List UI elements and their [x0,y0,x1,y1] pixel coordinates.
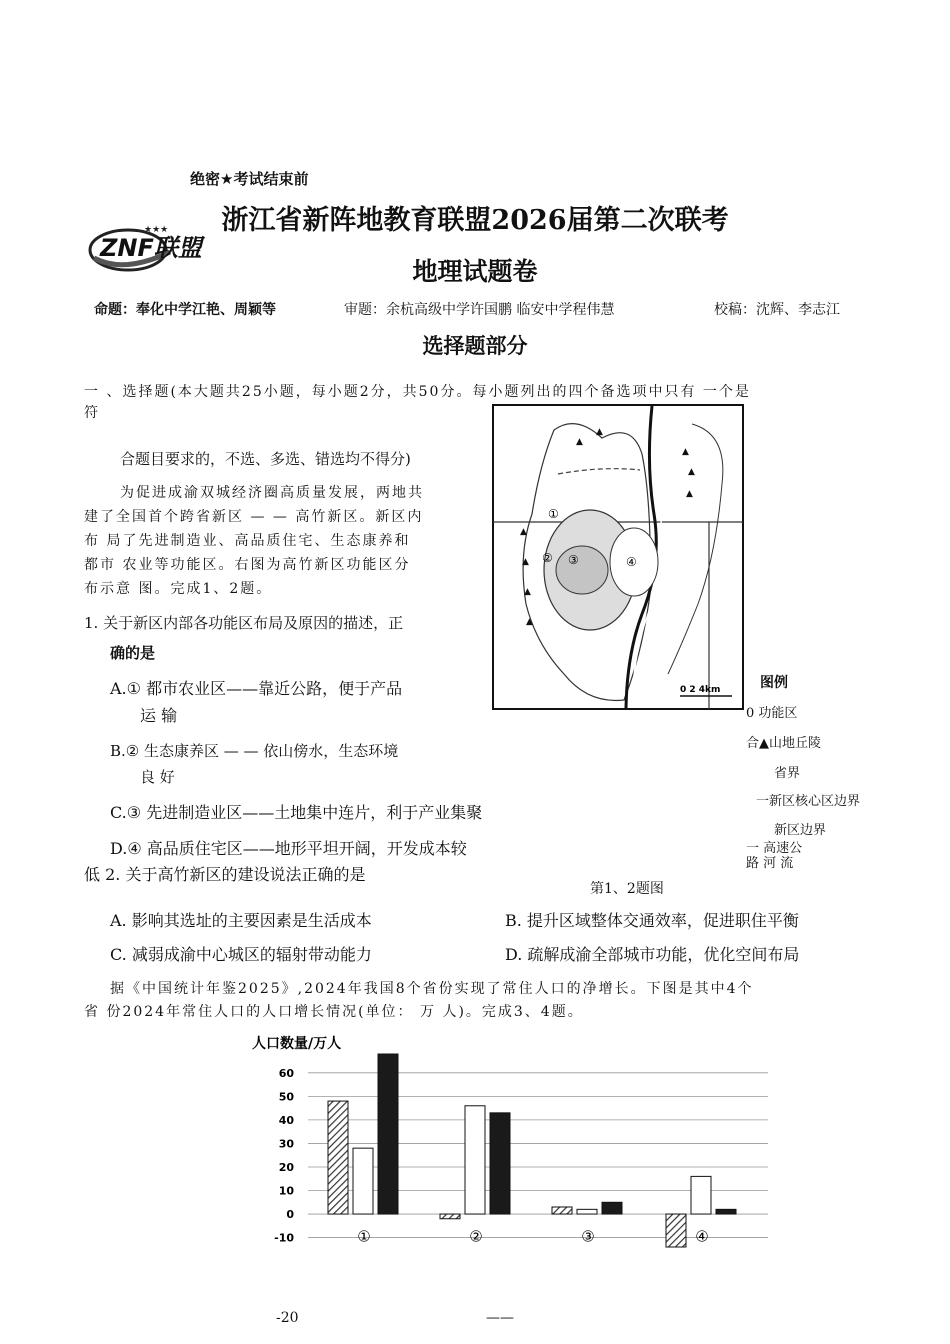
instruction-line: 合题目要求的，不选、多选、错选均不得分) [120,450,411,468]
bar-hatched-1 [328,1101,348,1214]
legend-item: 一 高速公 [746,841,803,856]
bar-hatched-2 [440,1214,460,1219]
instruction-line: 符 [84,405,98,421]
reviewer-credit: 审题：余杭高级中学许国鹏 临安中学程伟慧 [344,302,615,318]
bar-black-2 [490,1113,510,1214]
passage-line: 省 份2024年常住人口的人口增长情况(单位： 万 人)。完成3、4题。 [84,1004,584,1020]
exam-title: 浙江省新阵地教育联盟2026届第二次联考 [221,205,729,236]
zone-label: ① [548,507,559,521]
q1-option-d[interactable]: D.④ 高品质住宅区——地形平坦开阔，开发成本较 [110,839,467,858]
zone-label: ④ [626,555,637,569]
y-axis-label: 人口数量/万人 [252,1036,342,1052]
bar-white-1 [353,1148,373,1214]
svg-text:★★★: ★★★ [144,225,169,235]
bar-white-3 [577,1209,597,1214]
passage-line: 建了全国首个跨省新区 — — 高竹新区。新区内 [84,509,424,525]
svg-text:▲: ▲ [576,437,583,447]
q2-option-b[interactable]: B. 提升区域整体交通效率，促进职住平衡 [505,911,799,930]
zone-label: ③ [568,553,579,567]
q2-option-d[interactable]: D. 疏解成渝全部城市功能，优化空间布局 [505,945,800,964]
bar-black-3 [602,1202,622,1214]
passage-line: 为促进成渝双城经济圈高质量发展，两地共 [120,485,424,501]
legend-item: 0 功能区 [746,706,798,721]
zone-label: ② [542,551,553,565]
y-tick-label: 10 [278,1184,294,1198]
legend-item: 一新区核心区边界 [756,794,861,809]
legend-item: 省界 [774,766,801,781]
secret-label: 绝密★考试结束前 [190,170,309,188]
q2-option-a[interactable]: A. 影响其选址的主要因素是生活成本 [110,911,372,930]
bar-white-2 [465,1106,485,1214]
svg-text:▲: ▲ [520,527,527,537]
section-title: 选择题部分 [422,333,528,358]
bar-black-4 [716,1209,736,1214]
y-tick-label: 60 [278,1066,294,1080]
category-label: ② [469,1227,483,1246]
page-number: -20 [276,1310,299,1326]
svg-text:▲: ▲ [524,587,531,597]
svg-text:▲: ▲ [522,557,529,567]
svg-text:▲: ▲ [688,467,695,477]
paper-subtitle: 地理试题卷 [412,257,538,286]
q1-option-c[interactable]: C.③ 先进制造业区——土地集中连片，利于产业集聚 [110,803,483,822]
passage-line: 布 局了先进制造业、高品质住宅、生态康养和 [84,533,411,549]
bar-hatched-4 [666,1214,686,1247]
svg-text:▲: ▲ [596,427,603,437]
q1-stem: 确的是 [110,644,156,662]
q2-stem: 低 2. 关于高竹新区的建设说法正确的是 [84,865,366,884]
svg-text:▲: ▲ [526,617,533,627]
map-scale: 0 2 4km [680,685,721,695]
passage-line: 据《中国统计年鉴2025》,2024年我国8个省份实现了常住人口的净增长。下图是其中4个 [110,981,754,997]
category-label: ① [357,1227,371,1246]
y-tick-label: 30 [278,1137,294,1151]
setter-credit: 命题：奉化中学江艳、周颖等 [94,302,276,318]
y-tick-label: 50 [278,1090,294,1104]
proofreader-credit: 校稿：沈辉、李志江 [714,302,840,318]
q1-option-a[interactable]: A.① 都市农业区——靠近公路，便于产品 [110,679,403,698]
y-tick-label: 40 [278,1113,294,1127]
instruction-line: 一 、选择题(本大题共25小题，每小题2分，共50分。每小题列出的四个备选项中只有 一个是 [84,384,751,400]
q2-option-c[interactable]: C. 减弱成渝中心城区的辐射带动能力 [110,945,372,964]
q1-option-b[interactable]: B.② 生态康养区 — — 依山傍水，生态环境 [110,742,399,760]
q1-option-a: 运 输 [140,706,178,725]
y-tick-label: -10 [274,1231,294,1245]
legend-item: 新区边界 [774,823,827,838]
passage-line: 都市 农业等功能区。右图为高竹新区功能区分 [84,557,411,573]
bar-hatched-3 [552,1207,572,1214]
svg-text:▲: ▲ [686,489,693,499]
q1-option-b: 良 好 [140,768,175,786]
y-tick-label: 20 [278,1160,294,1174]
population-growth-chart [248,1030,788,1255]
category-label: ④ [695,1227,709,1246]
function-zone-map [492,404,744,710]
map-caption: 第1、2题图 [590,881,664,897]
logo-text: ZNF联盟 [100,234,202,262]
legend-item: 合▲山地丘陵 [746,736,821,751]
legend-item: 路 河 流 [746,856,794,871]
passage-line: 布示意 图。完成1、2题。 [84,581,273,597]
bar-black-1 [378,1054,398,1214]
bar-white-4 [691,1176,711,1214]
q1-stem: 1. 关于新区内部各功能区布局及原因的描述，正 [84,614,404,632]
svg-text:▲: ▲ [682,447,689,457]
y-tick-label: 0 [286,1208,294,1222]
footer-dash: —— [486,1310,514,1326]
category-label: ③ [581,1227,595,1246]
legend-title: 图例 [760,675,788,691]
